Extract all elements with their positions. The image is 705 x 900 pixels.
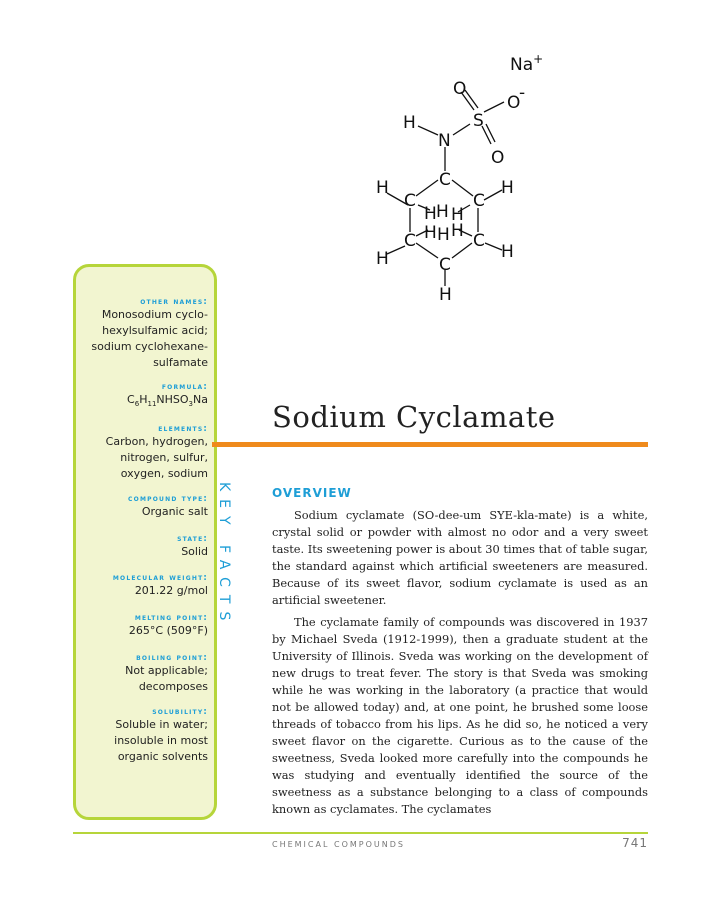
- fact-value-elements-1: Carbon, hydrogen,: [105, 435, 208, 448]
- fact-value-molecular-weight: 201.22 g/mol: [134, 584, 208, 597]
- page-number: 741: [622, 836, 648, 850]
- title-divider: [212, 442, 648, 447]
- footer-divider: [73, 832, 648, 834]
- fact-state: state: Solid: [78, 534, 208, 560]
- atom-c6: C: [439, 255, 451, 275]
- fact-formula: formula: $C_6H_{11}NHSO_3Na$: [78, 382, 208, 412]
- fact-elements: elements: Carbon, hydrogen, nitrogen, sulfur, oxygen, sodium: [78, 424, 208, 482]
- fact-value-state: Solid: [181, 545, 208, 558]
- atom-c5: C: [473, 231, 485, 251]
- fact-value-boiling-point-2: decomposes: [138, 680, 208, 693]
- fact-value-compound-type: Organic salt: [141, 505, 208, 518]
- structure-diagram: [360, 40, 580, 310]
- overview-heading: OVERVIEW: [272, 486, 352, 500]
- atom-c2: C: [404, 191, 416, 211]
- footer-section-title: CHEMICAL COMPOUNDS: [272, 840, 405, 849]
- overview-paragraph-2: The cyclamate family of compounds was discovered in 1937 by Michael Sveda (1912-1999), then a graduate student at the University of Illinois. Sveda was working on the development of new drugs to treat fever. The story is that Sveda was smoking while he was working in the laboratory (a practice that would not be allowed today) and, at one point, he brushed some loose threads of tobacco from his lips. As he did so, he noticed a very sweet flavor on the cigarette. Curious as to the cause of the sweetness, Sveda looked more carefully into the compounds he was studying and eventually identified the source of the sweetness as a substance belonging to a class of compounds known as cyclamates. The cyclamates: [272, 615, 648, 816]
- atom-h6: H: [424, 223, 437, 243]
- fact-value-other-names-2: hexylsulfamic acid;: [102, 324, 208, 337]
- fact-label-melting-point: melting point: [134, 613, 204, 623]
- fact-value-melting-point: 265°C (509°F): [128, 624, 208, 637]
- page-title: Sodium Cyclamate: [272, 400, 556, 434]
- atom-h3: H: [424, 204, 437, 224]
- atom-c3: C: [473, 191, 485, 211]
- fact-other-names: other names: Monosodium cyclo- hexylsulfamic acid; sodium cyclohexane- sulfamate: [78, 297, 208, 371]
- atom-c1: C: [439, 170, 451, 190]
- atom-h9: H: [376, 249, 389, 269]
- atom-s: S: [473, 111, 484, 131]
- atom-n: N: [438, 131, 451, 151]
- overview-paragraph-1: Sodium cyclamate (SO-dee-um SYE-kla-mate) is a white, crystal solid or powder with almost no odor and a very sweet taste. Its sweetening power is about 30 times that of table sugar, the standard against which artificial sweeteners are measured. Because of its sweet flavor, sodium cyclamate is used as an artificial sweetener.: [272, 508, 648, 607]
- fact-value-other-names-1: Monosodium cyclo-: [101, 308, 208, 321]
- fact-label-compound-type: compound type: [128, 494, 204, 504]
- fact-label-state: state: [177, 534, 204, 544]
- minus-charge: -: [519, 83, 526, 103]
- atom-h7: H: [437, 225, 450, 245]
- atom-h5: H: [451, 205, 464, 225]
- fact-value-elements-3: oxygen, sodium: [120, 467, 208, 480]
- fact-label-molecular-weight: molecular weight: [112, 573, 204, 583]
- fact-molecular-weight: molecular weight: 201.22 g/mol: [78, 573, 208, 599]
- fact-value-solubility-1: Soluble in water;: [115, 718, 208, 731]
- atom-c4: C: [404, 231, 416, 251]
- atom-h1: H: [376, 178, 389, 198]
- atom-h8: H: [451, 221, 464, 241]
- key-facts-label: KEY FACTS: [216, 482, 232, 629]
- fact-value-formula: $C_6H_{11}NHSO_3Na$: [127, 393, 208, 409]
- fact-label-boiling-point: boiling point: [136, 653, 204, 663]
- key-facts-box: [73, 264, 217, 820]
- fact-label-solubility: solubility: [152, 707, 204, 717]
- fact-value-other-names-3: sodium cyclohexane-: [91, 340, 208, 353]
- atom-h-n: H: [403, 113, 416, 133]
- fact-label-formula: formula: [161, 382, 204, 392]
- sodium-ion: Na+: [510, 52, 544, 75]
- atom-h10: H: [501, 242, 514, 262]
- atom-o-bottom: O: [491, 148, 505, 168]
- fact-boiling-point: boiling point: Not applicable; decomposes: [78, 653, 208, 695]
- fact-value-solubility-2: insoluble in most: [114, 734, 208, 747]
- atom-h2: H: [501, 178, 514, 198]
- fact-solubility: solubility: Soluble in water; insoluble in most organic solvents: [78, 707, 208, 765]
- fact-compound-type: compound type: Organic salt: [78, 494, 208, 520]
- fact-value-solubility-3: organic solvents: [117, 750, 208, 763]
- fact-value-other-names-4: sulfamate: [153, 356, 208, 369]
- atom-h4: H: [436, 202, 449, 222]
- atom-h11: H: [439, 285, 452, 305]
- atom-o-top: O: [453, 79, 467, 99]
- fact-label-elements: elements: [158, 424, 204, 434]
- atom-o-minus: O: [507, 93, 521, 113]
- fact-value-boiling-point-1: Not applicable;: [125, 664, 208, 677]
- fact-value-elements-2: nitrogen, sulfur,: [120, 451, 208, 464]
- fact-melting-point: melting point: 265°C (509°F): [78, 613, 208, 639]
- fact-label-other-names: other names: [140, 297, 204, 307]
